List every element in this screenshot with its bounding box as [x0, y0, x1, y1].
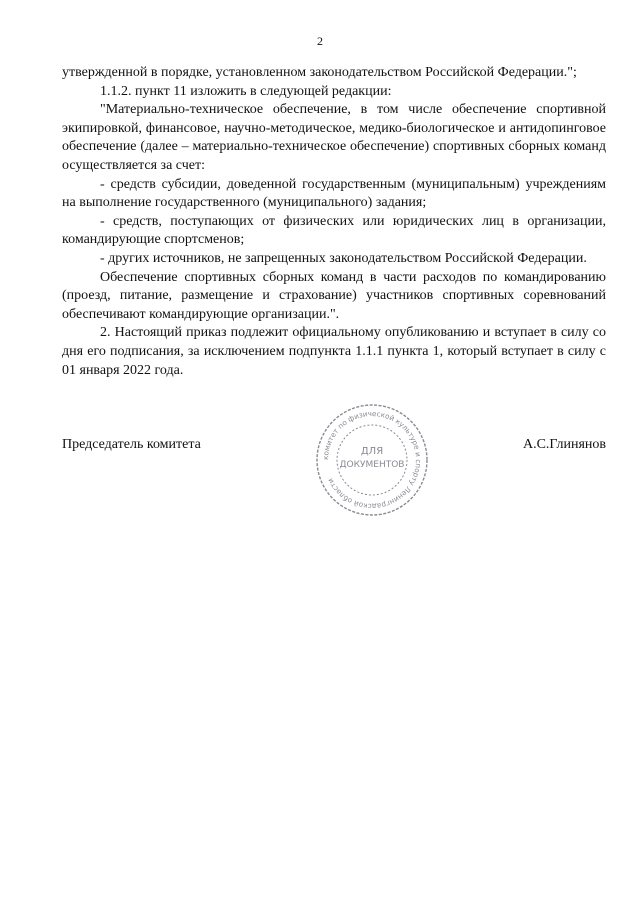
- stamp-ring-text: комитет по физической культуре и спорту Ленинградской области: [320, 408, 424, 512]
- stamp-seal: [314, 402, 430, 518]
- paragraph-team-expenses: Обеспечение спортивных сборных команд в части расходов по командированию (проезд, питание, размещение и страхование) участников спортивных соревнований обеспечивают командирующие организации.".: [62, 269, 606, 322]
- stamp-line-2: ДОКУМЕНТОВ: [339, 460, 405, 470]
- paragraph-entry-into-force: 2. Настоящий приказ подлежит официальному опубликованию и вступает в силу со дня его подписания, за исключением подпункта 1.1.1 пункта 1, который вступает в силу с 01 января 2022 года.: [62, 325, 606, 378]
- paragraph-bullet-subsidy: - средств субсидии, доведенной государственным (муниципальным) учреждениям на выполнение государственного (муниципального) задания;: [62, 176, 606, 211]
- paragraph-bullet-other-sources: - других источников, не запрещенных законодательством Российской Федерации.: [100, 250, 587, 266]
- paragraph-item-1-1-2: 1.1.2. пункт 11 изложить в следующей редакции:: [100, 83, 392, 99]
- paragraph-continuation: утвержденной в порядке, установленном законодательством Российской Федерации.";: [62, 65, 577, 80]
- signer-name: А.С.Глинянов: [522, 437, 606, 452]
- document-body: [62, 64, 606, 380]
- paragraph-material-support: "Материально-техническое обеспечение, в том числе обеспечение спортивной экипировкой, финансовое, научно-методическое, медико-биологическое и антидопинговое обеспечение (далее – материально-техническое обеспечение) спортивных сборных команд осуществляется за счет:: [62, 102, 606, 173]
- paragraph-bullet-donations: - средств, поступающих от физических или юридических лиц в организации, командирующие спортсменов;: [62, 213, 606, 248]
- stamp-line-1: ДЛЯ: [360, 446, 384, 457]
- page-number: 2: [317, 34, 323, 48]
- signer-position: Председатель комитета: [62, 437, 201, 452]
